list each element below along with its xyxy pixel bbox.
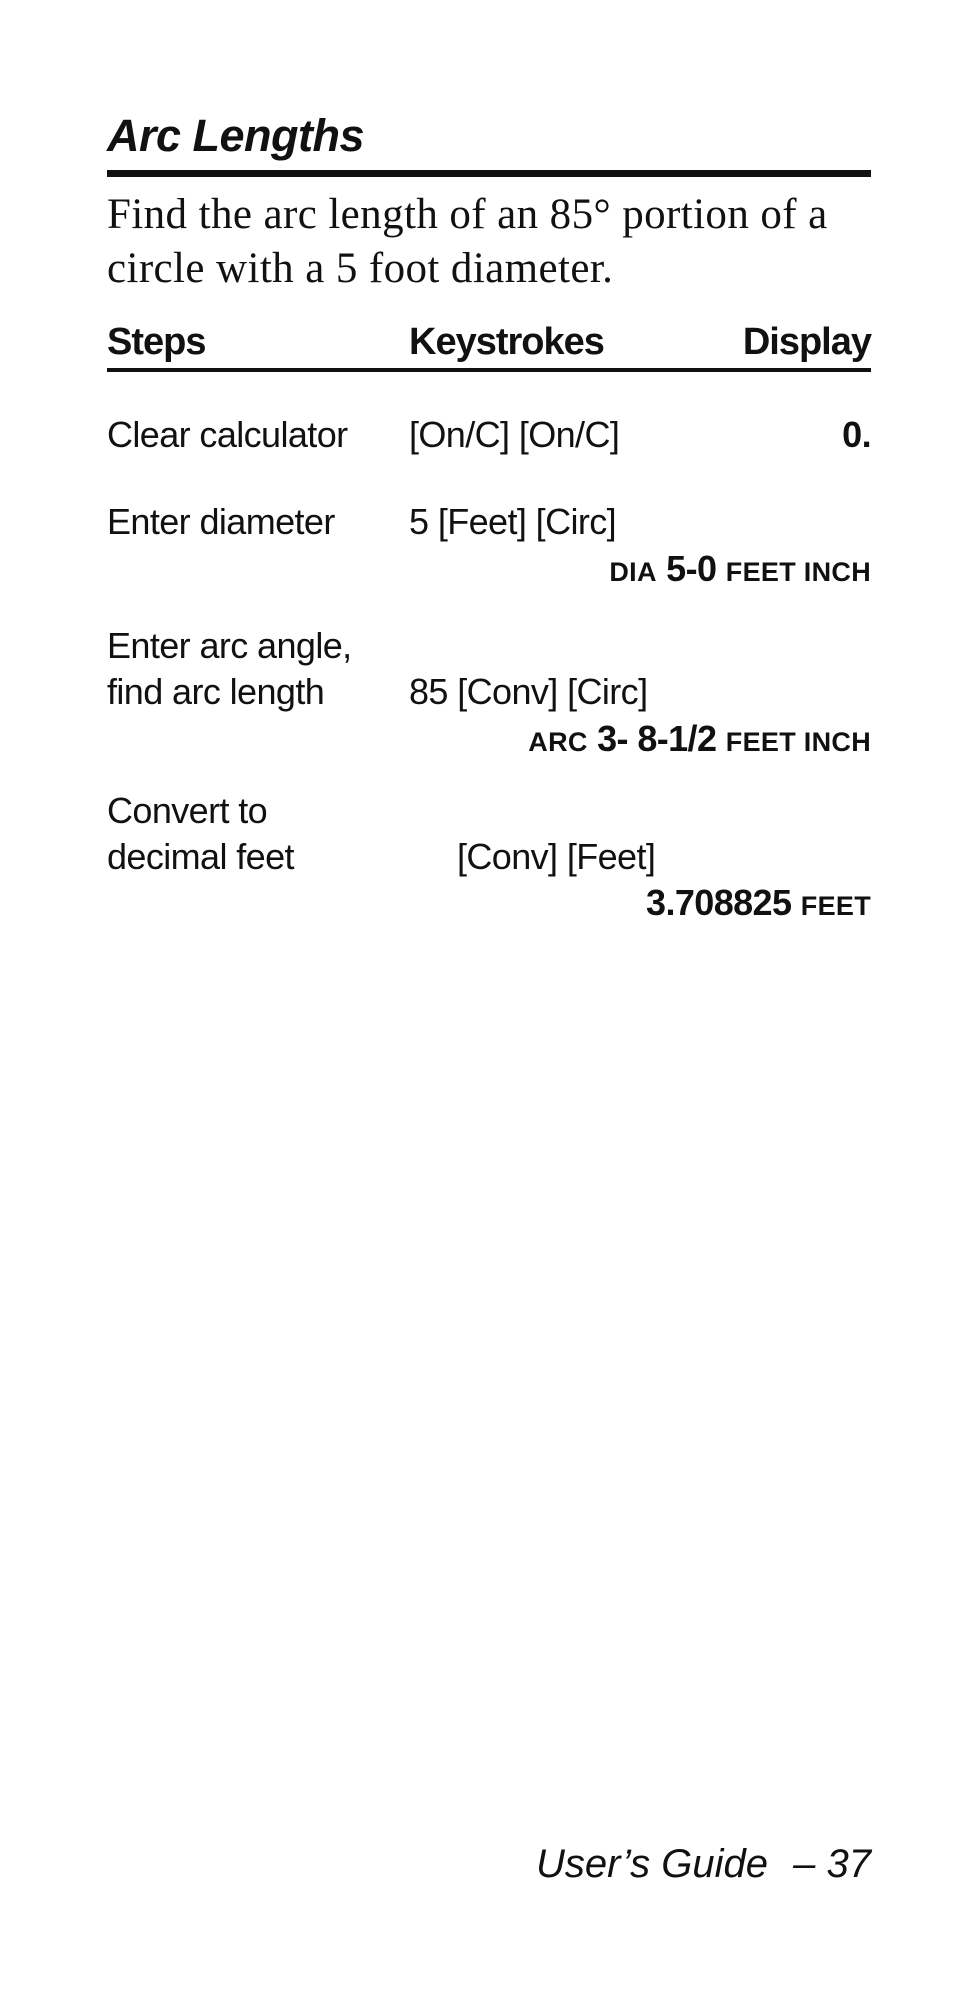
row-3-step-line-1: Enter arc angle, <box>107 625 352 666</box>
row-4-display-value: 3.708825 <box>646 882 792 923</box>
row-4-display <box>646 880 871 929</box>
row-3-display-unit: FEET INCH <box>725 727 871 757</box>
footer-page-number: 37 <box>826 1842 871 1886</box>
footer-guide-title: User’s Guide <box>536 1842 768 1886</box>
title-rule <box>107 170 871 177</box>
row-4-keystrokes: [Conv] [Feet] <box>457 836 656 877</box>
row-2-keystrokes: 5 [Feet] [Circ] <box>409 501 617 542</box>
header-display: Display <box>742 321 871 363</box>
row-1-keystrokes: [On/C] [On/C] <box>409 414 620 455</box>
page-footer <box>536 1838 871 1890</box>
row-2-display-value: 5-0 <box>666 548 717 589</box>
row-2-display <box>609 546 871 595</box>
row-3-display-value: 3- 8-1/2 <box>597 718 717 759</box>
row-2-display-unit: FEET INCH <box>725 557 871 587</box>
footer-separator: – <box>793 1842 816 1886</box>
manual-page <box>107 0 871 2009</box>
row-1-step: Clear calculator <box>107 414 348 455</box>
header-keystrokes: Keystrokes <box>409 321 604 363</box>
row-3-display-prefix: ARC <box>528 727 588 757</box>
row-3-keystrokes: 85 [Conv] [Circ] <box>409 671 648 712</box>
row-4-step-line-1: Convert to <box>107 790 268 831</box>
section-title: Arc Lengths <box>107 110 365 161</box>
row-2-step: Enter diameter <box>107 501 335 542</box>
row-1-display <box>842 412 871 458</box>
header-steps: Steps <box>107 321 206 363</box>
row-2-display-prefix: DIA <box>609 557 657 587</box>
row-4-step-line-2: decimal feet <box>107 836 294 877</box>
table-header <box>107 318 871 366</box>
header-rule <box>107 368 871 372</box>
row-1-display-value: 0. <box>842 414 871 455</box>
row-3-display <box>528 716 871 765</box>
problem-statement: Find the arc length of an 85° portion of a circle with a 5 foot diameter. <box>107 191 828 292</box>
row-3-step-line-2: find arc length <box>107 671 325 712</box>
row-4-display-unit: FEET <box>800 891 871 921</box>
